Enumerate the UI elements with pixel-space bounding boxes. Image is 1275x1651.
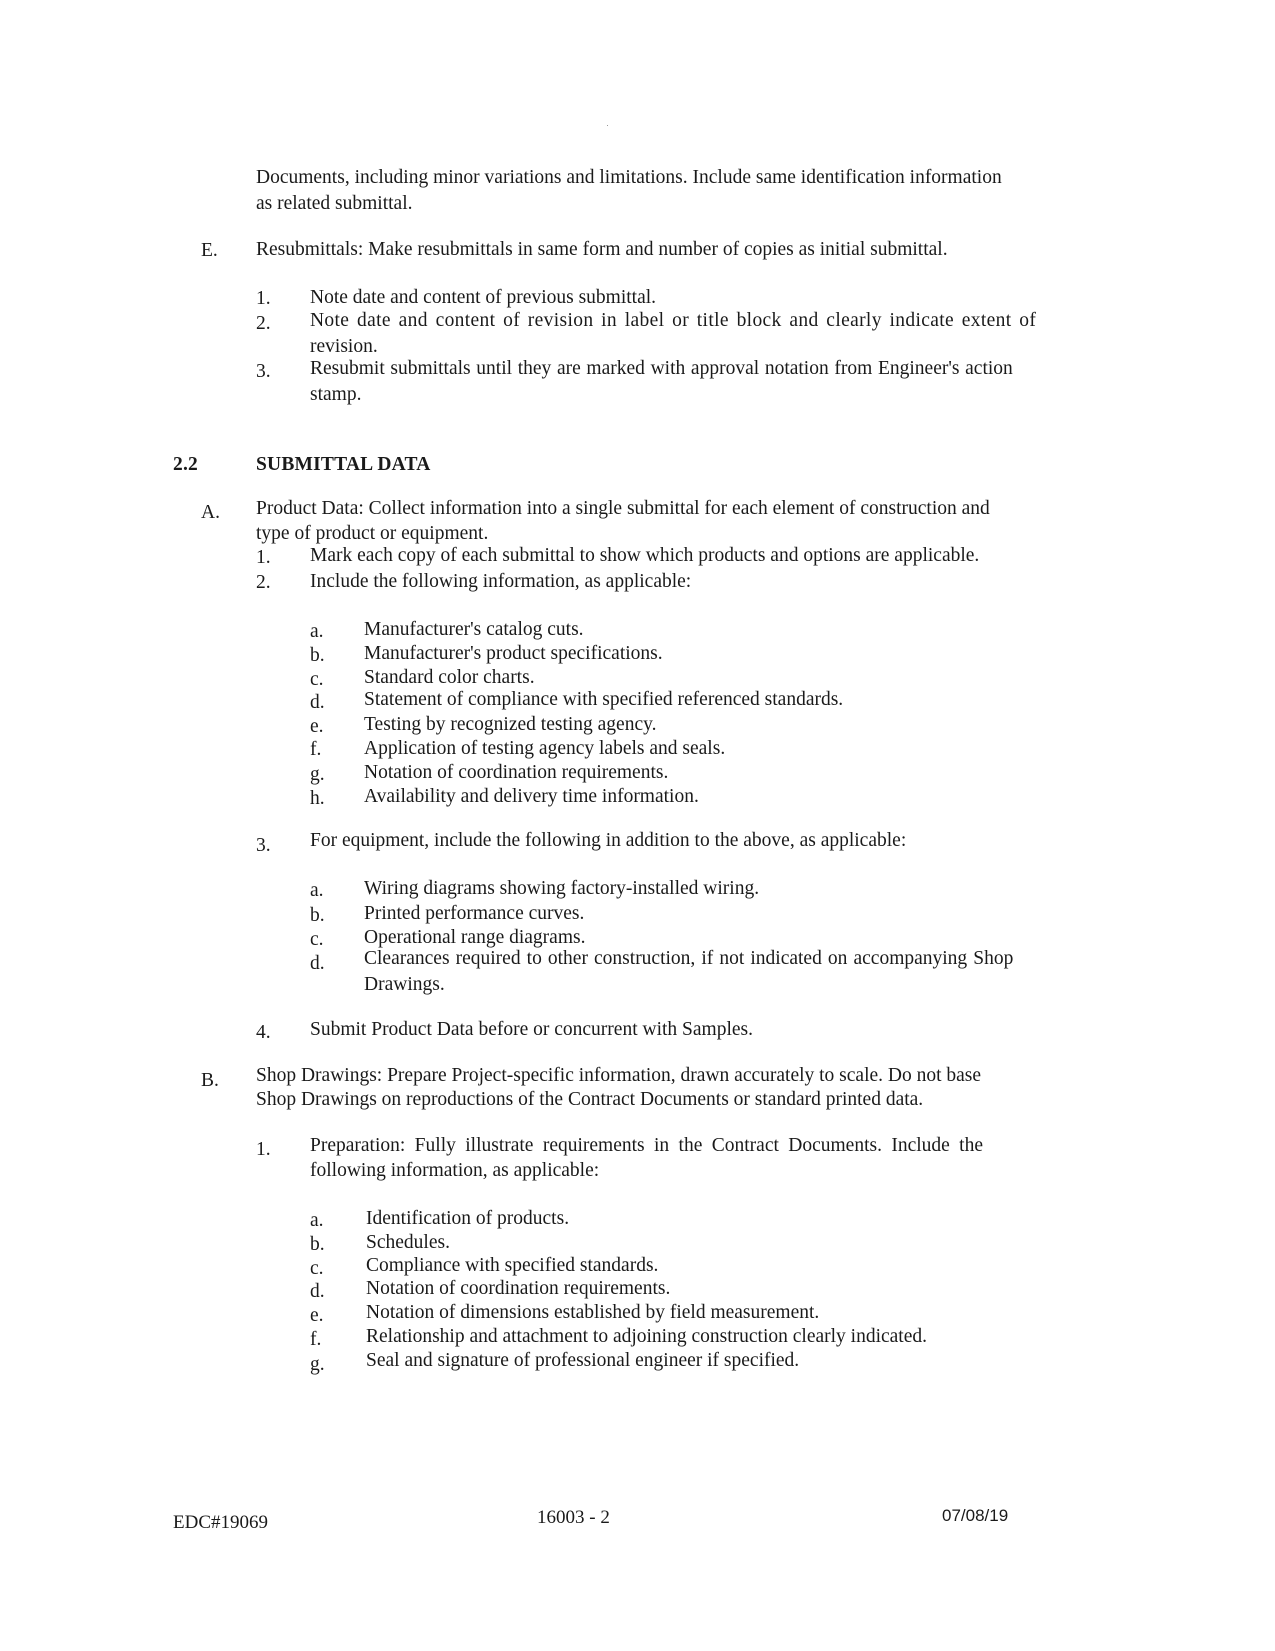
section-e-item-3-marker: 3. bbox=[256, 361, 271, 382]
footer-page-number: 16003 - 2 bbox=[537, 1507, 610, 1528]
continuation-line-1: Documents, including minor variations and limitations. Include same identification information bbox=[256, 167, 1002, 188]
b1-sub-c-text: Compliance with specified standards. bbox=[366, 1255, 659, 1276]
section-e-marker: E. bbox=[201, 240, 218, 261]
section-a-marker: A. bbox=[201, 502, 220, 523]
a3-sub-b-marker: b. bbox=[310, 905, 325, 926]
section-e-item-1-text: Note date and content of previous submittal. bbox=[310, 287, 657, 308]
a3-sub-c-marker: c. bbox=[310, 929, 324, 950]
b1-sub-a-marker: a. bbox=[310, 1210, 324, 1231]
section-a-item-1-text: Mark each copy of each submittal to show which products and options are applicable. bbox=[310, 545, 980, 566]
scan-speck bbox=[607, 125, 608, 126]
a2-sub-c-marker: c. bbox=[310, 669, 324, 690]
a2-sub-g-text: Notation of coordination requirements. bbox=[364, 762, 669, 783]
a3-sub-a-marker: a. bbox=[310, 880, 324, 901]
b1-sub-b-text: Schedules. bbox=[366, 1232, 450, 1253]
a2-sub-g-marker: g. bbox=[310, 764, 325, 785]
footer-project-number: EDC#19069 bbox=[173, 1512, 268, 1533]
a3-sub-a-text: Wiring diagrams showing factory-installed wiring. bbox=[364, 878, 760, 899]
a3-sub-b-text: Printed performance curves. bbox=[364, 903, 585, 924]
section-a-item-1-marker: 1. bbox=[256, 547, 271, 568]
b1-sub-f-marker: f. bbox=[310, 1329, 322, 1350]
b1-sub-d-text: Notation of coordination requirements. bbox=[366, 1278, 671, 1299]
section-e-item-1-marker: 1. bbox=[256, 288, 271, 309]
section-a-item-2-text: Include the following information, as applicable: bbox=[310, 571, 692, 592]
a2-sub-d-text: Statement of compliance with specified referenced standards. bbox=[364, 689, 844, 710]
footer-date: 07/08/19 bbox=[942, 1506, 1009, 1525]
a2-sub-c-text: Standard color charts. bbox=[364, 667, 535, 688]
a2-sub-e-marker: e. bbox=[310, 716, 324, 737]
section-e-text: Resubmittals: Make resubmittals in same form and number of copies as initial submittal. bbox=[256, 239, 948, 260]
a2-sub-h-text: Availability and delivery time information. bbox=[364, 786, 699, 807]
b1-sub-e-marker: e. bbox=[310, 1305, 324, 1326]
section-number: 2.2 bbox=[173, 454, 198, 475]
a2-sub-e-text: Testing by recognized testing agency. bbox=[364, 714, 657, 735]
a2-sub-a-text: Manufacturer's catalog cuts. bbox=[364, 619, 584, 640]
section-a-item-3-text: For equipment, include the following in addition to the above, as applicable: bbox=[310, 830, 907, 851]
continuation-line-2: as related submittal. bbox=[256, 193, 413, 214]
a2-sub-d-marker: d. bbox=[310, 692, 325, 713]
section-e-item-2-line-2: revision. bbox=[310, 336, 378, 357]
section-a-line-1: Product Data: Collect information into a single submittal for each element of construction and bbox=[256, 498, 990, 519]
section-b-marker: B. bbox=[201, 1070, 219, 1091]
a2-sub-f-marker: f. bbox=[310, 739, 322, 760]
section-a-line-2: type of product or equipment. bbox=[256, 523, 489, 544]
b1-sub-d-marker: d. bbox=[310, 1281, 325, 1302]
b1-sub-e-text: Notation of dimensions established by field measurement. bbox=[366, 1302, 820, 1323]
a3-sub-d-line-2: Drawings. bbox=[364, 974, 445, 995]
section-e-item-2-marker: 2. bbox=[256, 313, 271, 334]
b1-sub-c-marker: c. bbox=[310, 1258, 324, 1279]
section-b-item-1-line-2: following information, as applicable: bbox=[310, 1160, 600, 1181]
a3-sub-d-line-1: Clearances required to other construction, if not indicated on accompanying Shop bbox=[364, 948, 1014, 969]
a2-sub-b-text: Manufacturer's product specifications. bbox=[364, 643, 663, 664]
section-b-line-1: Shop Drawings: Prepare Project-specific information, drawn accurately to scale. Do not base bbox=[256, 1065, 982, 1086]
a2-sub-a-marker: a. bbox=[310, 621, 324, 642]
section-e-item-3-line-1: Resubmit submittals until they are marked with approval notation from Engineer's action bbox=[310, 358, 1013, 379]
b1-sub-a-text: Identification of products. bbox=[366, 1208, 570, 1229]
section-e-item-2-line-1: Note date and content of revision in label or title block and clearly indicate extent of bbox=[310, 310, 1037, 331]
section-b-line-2: Shop Drawings on reproductions of the Contract Documents or standard printed data. bbox=[256, 1089, 924, 1110]
section-a-item-3-marker: 3. bbox=[256, 835, 271, 856]
section-a-item-2-marker: 2. bbox=[256, 572, 271, 593]
b1-sub-b-marker: b. bbox=[310, 1234, 325, 1255]
section-b-item-1-line-1: Preparation: Fully illustrate requirements in the Contract Documents. Include the bbox=[310, 1135, 984, 1156]
a2-sub-h-marker: h. bbox=[310, 788, 325, 809]
a2-sub-f-text: Application of testing agency labels and seals. bbox=[364, 738, 726, 759]
a3-sub-d-marker: d. bbox=[310, 953, 325, 974]
section-b-item-1-marker: 1. bbox=[256, 1139, 271, 1160]
section-title: SUBMITTAL DATA bbox=[256, 454, 431, 475]
section-a-item-4-marker: 4. bbox=[256, 1022, 271, 1043]
a2-sub-b-marker: b. bbox=[310, 645, 325, 666]
a3-sub-c-text: Operational range diagrams. bbox=[364, 927, 586, 948]
b1-sub-f-text: Relationship and attachment to adjoining construction clearly indicated. bbox=[366, 1326, 928, 1347]
b1-sub-g-text: Seal and signature of professional engineer if specified. bbox=[366, 1350, 800, 1371]
section-a-item-4-text: Submit Product Data before or concurrent with Samples. bbox=[310, 1019, 753, 1040]
section-e-item-3-line-2: stamp. bbox=[310, 384, 362, 405]
b1-sub-g-marker: g. bbox=[310, 1354, 325, 1375]
